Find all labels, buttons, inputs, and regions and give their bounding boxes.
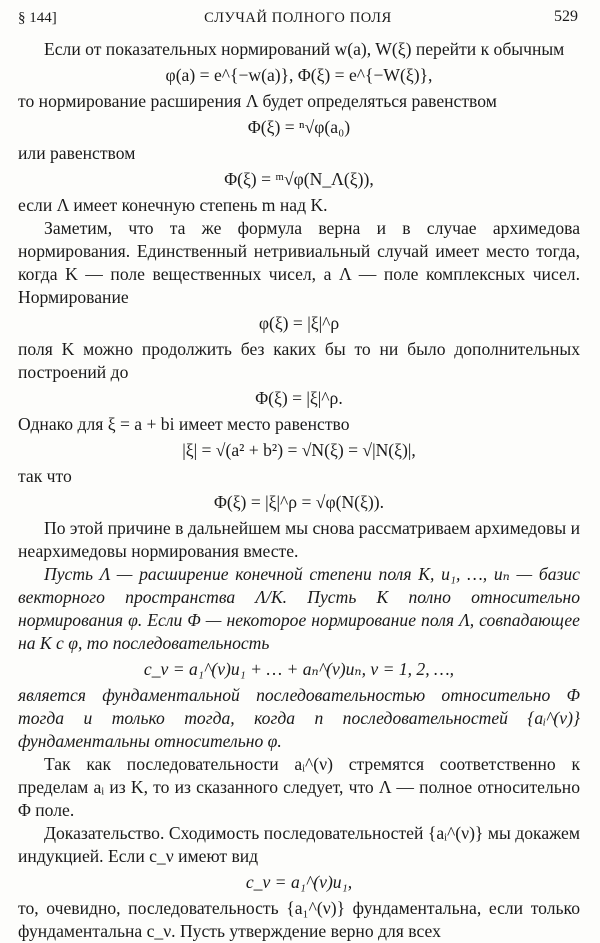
theorem-statement: Пусть Λ — расширение конечной степени поля K, u₁, …, uₙ — базис векторного пространства Λ/K. Пусть K полно относительно нормирования φ. Если Φ — некоторое нормирование поля Λ, совпадающее на K с φ, то последовательность <box>18 564 580 653</box>
proof-paragraph: Доказательство. Сходимость последовательностей {aᵢ^(ν)} мы докажем индукцией. Если c_ν имеют вид <box>18 823 580 866</box>
paragraph: По этой причине в дальнейшем мы снова рассматриваем архимедовы и неархимедовы нормирования вместе. <box>18 518 580 561</box>
equation: Φ(ξ) = ᵐ√φ(N_Λ(ξ)), <box>224 169 374 189</box>
equation: Φ(ξ) = |ξ|^ρ. <box>255 388 343 408</box>
equation: c_ν = a₁^(ν)u₁ + … + aₙ^(ν)uₙ, ν = 1, 2, …, <box>143 659 455 679</box>
paragraph: Заметим, что та же формула верна и в случае архимедова нормирования. Единственный нетривиальный случай имеет место тогда, когда K — поле вещественных чисел, а Λ — поле комплексных чисел. Нормирование <box>18 218 580 307</box>
running-title: СЛУЧАЙ ПОЛНОГО ПОЛЯ <box>204 10 392 26</box>
equation: φ(ξ) = |ξ|^ρ <box>258 313 340 333</box>
paragraph: Если от показательных нормирований w(a), W(ξ) перейти к обычным <box>44 39 565 59</box>
paragraph: то, очевидно, последовательность {a₁^(ν)} фундаментальна, если только фундаментальна c_ν. Пусть утверждение верно для всех <box>18 898 580 941</box>
paragraph: так что <box>18 466 72 486</box>
page-number: 529 <box>554 8 578 25</box>
paragraph: если Λ имеет конечную степень m над K. <box>18 195 328 215</box>
paragraph: Так как последовательности aᵢ^(ν) стремятся соответственно к пределам aᵢ из K, то из сказанного следует, что Λ — полное относительно Φ поле. <box>18 754 580 820</box>
theorem-statement: является фундаментальной последовательностью относительно Φ тогда и только тогда, когда n последовательностей {aᵢ^(ν)} фундаментальны относительно φ. <box>18 685 580 751</box>
equation: Φ(ξ) = ⁿ√φ(a₀) <box>247 117 351 137</box>
paragraph: или равенством <box>18 143 136 163</box>
paragraph: поля K можно продолжить без каких бы то ни было дополнительных построений до <box>18 339 580 382</box>
page-header <box>18 8 578 30</box>
paragraph: то нормирование расширения Λ будет определяться равенством <box>18 91 497 111</box>
section-number: § 144] <box>18 10 57 26</box>
equation: Φ(ξ) = |ξ|^ρ = √φ(N(ξ)). <box>214 492 384 512</box>
equation: |ξ| = √(a² + b²) = √N(ξ) = √|N(ξ)|, <box>182 440 416 460</box>
page-body <box>18 38 580 943</box>
equation: φ(a) = e^{−w(a)}, Φ(ξ) = e^{−W(ξ)}, <box>165 65 433 85</box>
equation: c_ν = a₁^(ν)u₁, <box>245 872 353 892</box>
paragraph: Однако для ξ = a + bi имеет место равенство <box>18 414 350 434</box>
